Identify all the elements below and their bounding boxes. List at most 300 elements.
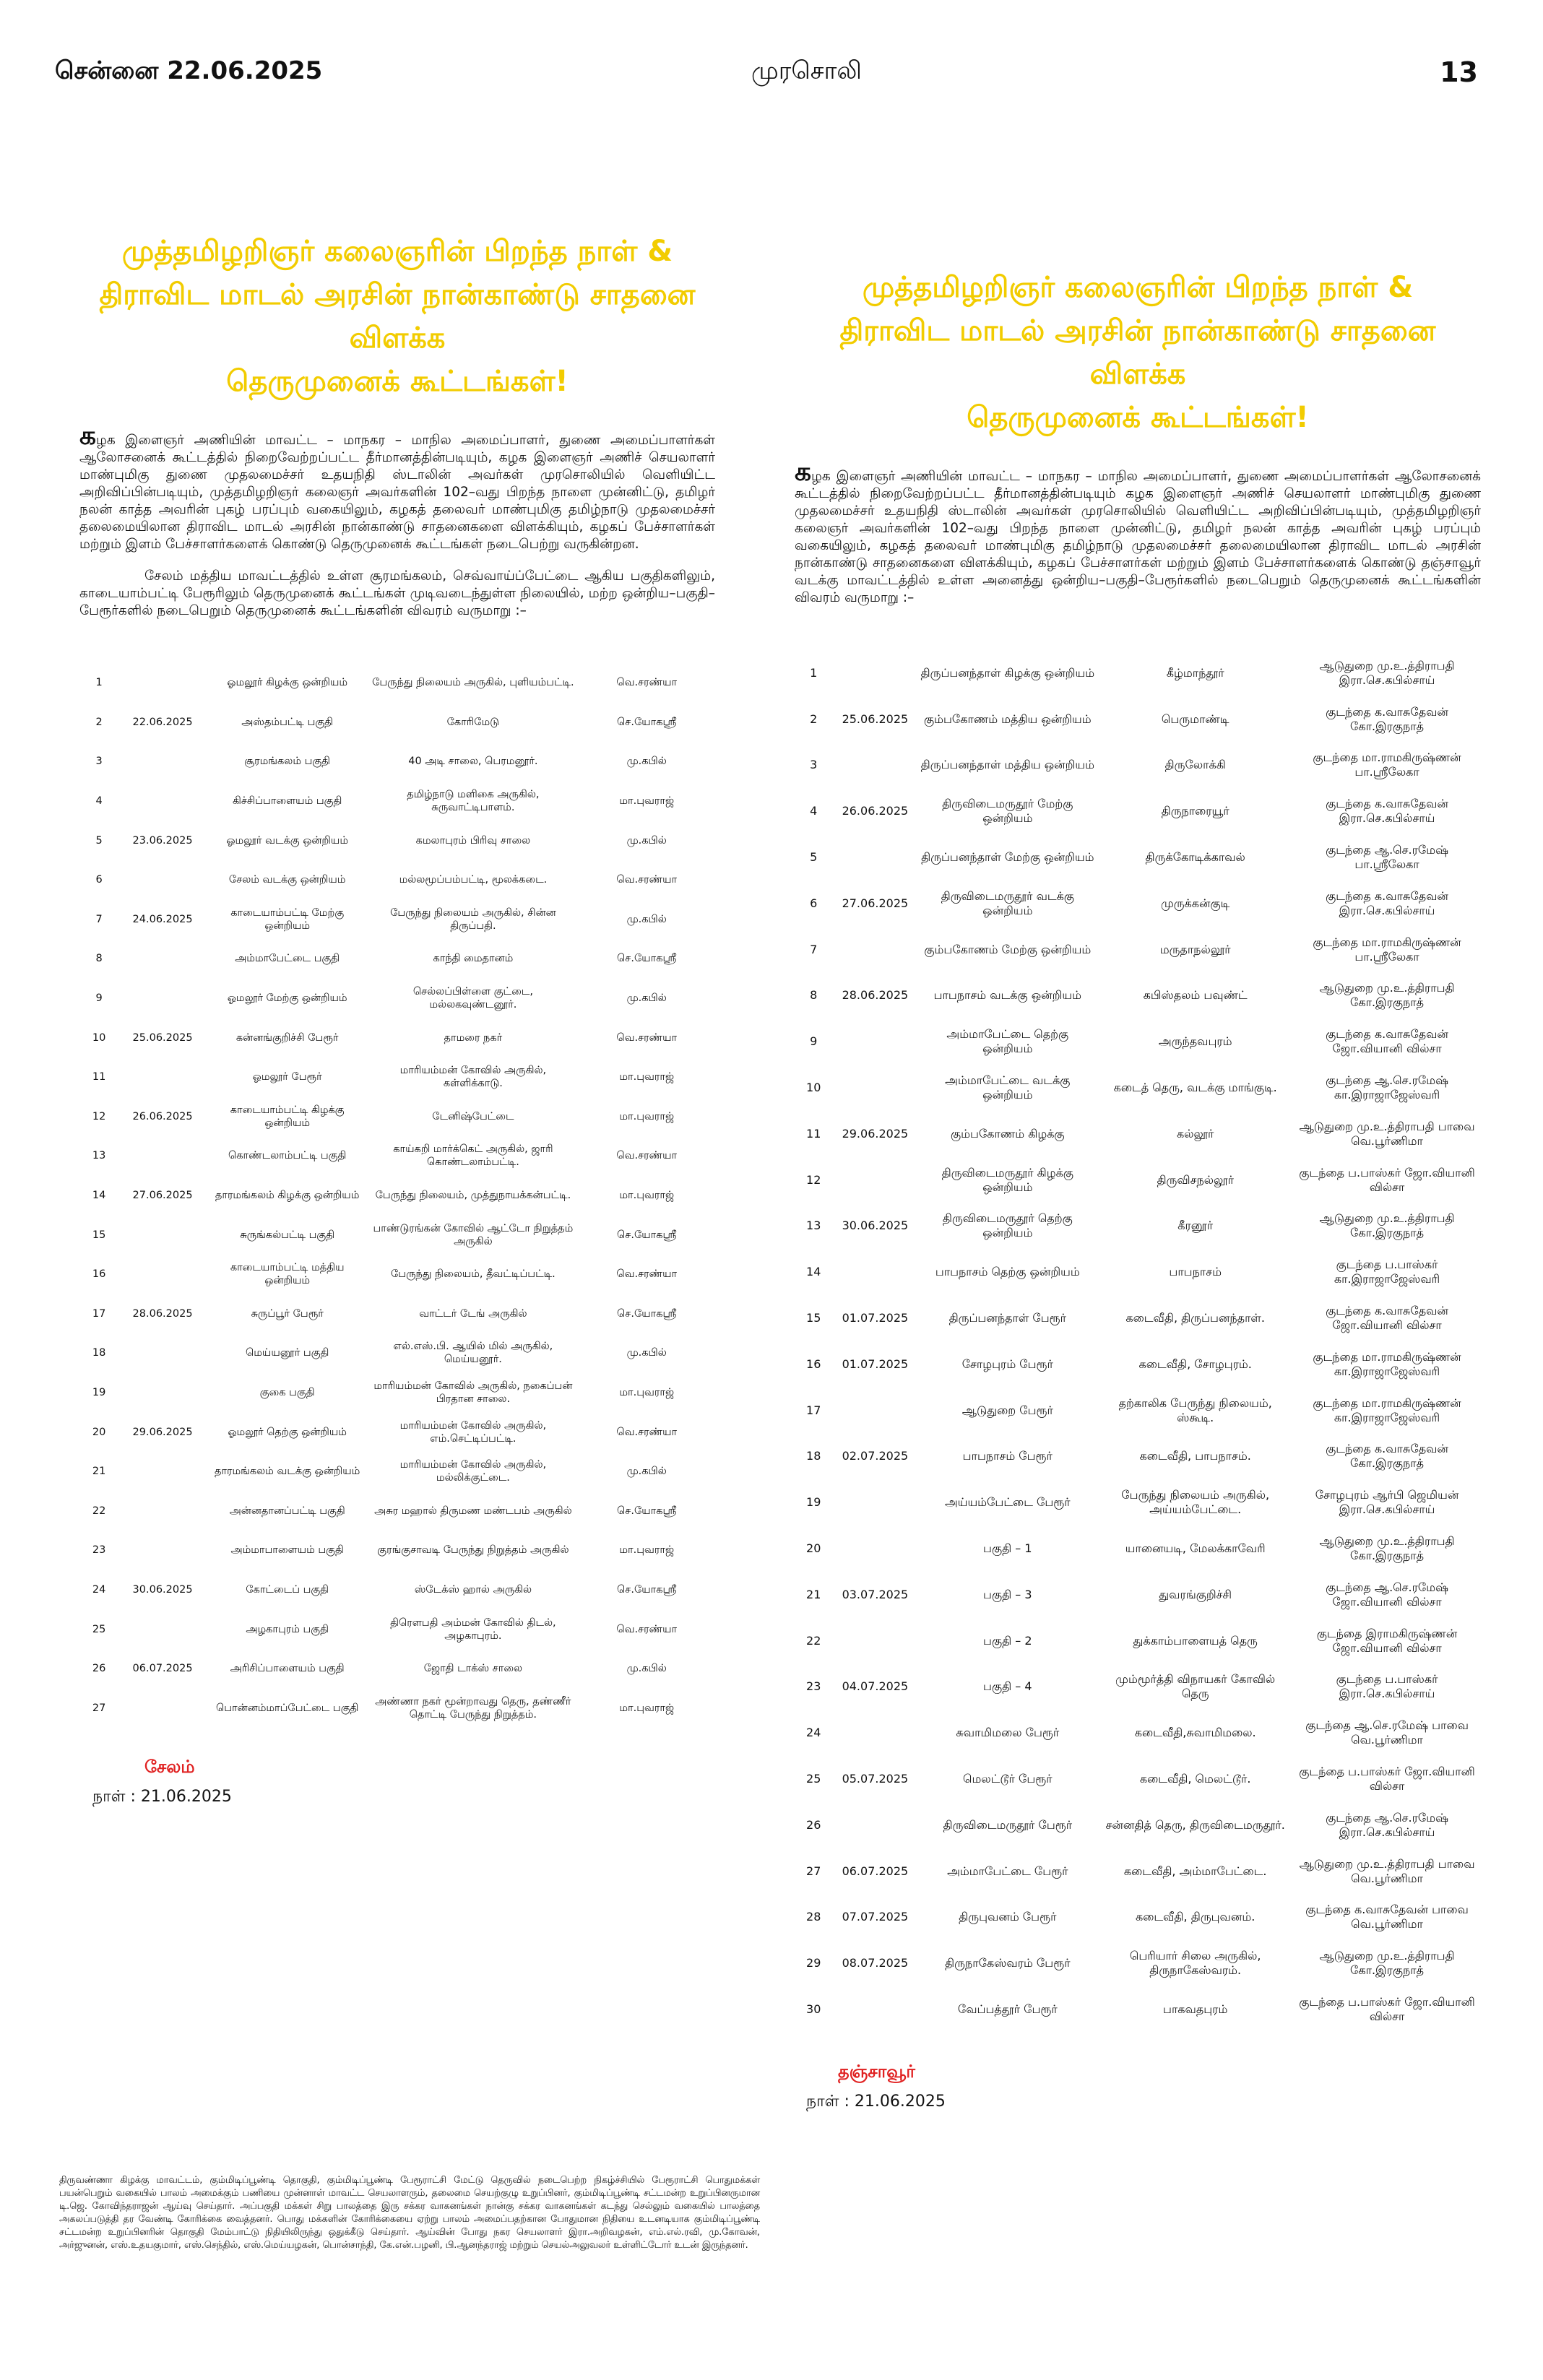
speakers: குடந்தை ப.பாஸ்கர் ஜோ.வியானி வில்சா <box>1299 1165 1475 1194</box>
meeting-area: ஓமலூர் கிழக்கு ஒன்றியம் <box>227 677 348 689</box>
row-number: 19 <box>806 1495 821 1510</box>
table-row <box>79 1688 715 1728</box>
table-row <box>795 1434 1481 1480</box>
meeting-date <box>832 1618 917 1664</box>
row-number: 7 <box>810 942 818 956</box>
meeting-date <box>832 1526 917 1572</box>
meeting-venue: கீரனூர் <box>1177 1219 1214 1233</box>
speakers: மா.புவராஜ் <box>619 1110 675 1122</box>
row-number: 28 <box>806 1910 821 1924</box>
meeting-venue: திருக்கோடிக்காவல் <box>1145 850 1245 865</box>
table-row <box>795 1618 1481 1664</box>
speakers: குடந்தை ப.பாஸ்கர் ஜோ.வியானி வில்சா <box>1299 1765 1475 1793</box>
meeting-date <box>118 782 207 821</box>
row-number: 24 <box>92 1583 106 1596</box>
speakers: குடந்தை ஆ.செ.ரமேஷ் பா.ஸ்ரீலேகா <box>1326 843 1448 872</box>
meeting-area: திருவிடைமருதூர் மேற்கு ஒன்றியம் <box>942 797 1073 826</box>
meeting-area: திருப்பனந்தாள் மேற்கு ஒன்றியம் <box>921 850 1094 865</box>
meeting-date: 01.07.2025 <box>842 1311 909 1325</box>
meeting-venue: கமலாபுரம் பிரிவு சாலை <box>415 834 531 847</box>
article-intro-2: சேலம் மத்திய மாவட்டத்தில் உள்ள சூரமங்கலம், செவ்வாய்ப்பேட்டை ஆகிய பகுதிகளிலும், காடையாம்பட்டி பேரூரிலும் தெருமுனைக் கூட்டங்கள் முடிவடைந்துள்ள நிலையில், மற்ற ஒன்றிய–பகுதி–பேரூர்களில் நடைபெறும் தெருமுனைக் கூட்டங்களின் விவரம் வருமாறு :– <box>79 568 715 618</box>
meeting-venue: கீழ்மாந்தூர் <box>1166 665 1224 680</box>
meeting-date: 08.07.2025 <box>842 1956 909 1970</box>
meeting-area: திருப்பனந்தாள் கிழக்கு ஒன்றியம் <box>920 665 1095 680</box>
table-row <box>79 1412 715 1452</box>
row-number: 19 <box>92 1386 106 1398</box>
meeting-date: 02.07.2025 <box>842 1449 909 1463</box>
table-row <box>795 1526 1481 1572</box>
meeting-date <box>832 1986 917 2033</box>
row-number: 27 <box>806 1864 821 1878</box>
table-row <box>79 1531 715 1570</box>
speakers: மா.புவராஜ் <box>619 795 675 808</box>
speakers: மா.புவராஜ் <box>619 1386 675 1398</box>
speakers: குடந்தை க.வாசுதேவன் ஜோ.வியானி வில்சா <box>1326 1027 1448 1056</box>
meeting-venue: கடைவீதி,சுவாமிமலை. <box>1134 1726 1256 1740</box>
meeting-area: சோழபுரம் பேரூர் <box>961 1356 1053 1371</box>
meeting-date <box>118 1136 207 1176</box>
table-row <box>79 742 715 782</box>
meeting-area: திருவிடைமருதூர் தெற்கு ஒன்றியம் <box>942 1211 1073 1240</box>
meeting-area: பகுதி – 3 <box>983 1587 1032 1601</box>
row-number: 9 <box>95 992 103 1005</box>
table-row <box>79 860 715 900</box>
table-row <box>795 1111 1481 1157</box>
table-row <box>79 1097 715 1137</box>
meeting-venue: தாமரை நகர் <box>444 1031 503 1044</box>
meeting-date: 05.07.2025 <box>842 1772 909 1786</box>
meeting-area: சுருப்பூர் பேரூர் <box>251 1307 324 1320</box>
meeting-date <box>118 742 207 782</box>
table-row <box>79 1570 715 1610</box>
speakers: வெ.சரண்யா <box>616 874 678 886</box>
row-number: 22 <box>806 1633 821 1648</box>
meeting-area: கன்னங்குறிச்சி பேரூர் <box>235 1031 339 1044</box>
table-row <box>79 1333 715 1373</box>
meeting-date <box>832 1249 917 1295</box>
row-number: 5 <box>810 850 818 865</box>
row-number: 11 <box>92 1071 106 1083</box>
speakers: செ.யோகஸ்ரீ <box>617 1583 677 1596</box>
meeting-date <box>118 1057 207 1097</box>
row-number: 4 <box>810 804 818 818</box>
speakers: குடந்தை மா.ராமகிருஷ்ணன் கா.இராஜாஜேஸ்வரி <box>1313 1395 1461 1424</box>
row-number: 16 <box>92 1268 106 1281</box>
meeting-area: பகுதி – 1 <box>983 1541 1032 1556</box>
table-row <box>79 1057 715 1097</box>
speakers: ஆடுதுறை மு.உ.த்திராபதி பாவை வெ.பூர்ணிமா <box>1299 1856 1475 1885</box>
meeting-venue: கடைவீதி, திருப்பனந்தாள். <box>1125 1311 1265 1325</box>
table-row <box>795 1802 1481 1848</box>
thanjavur-article <box>795 266 1481 2113</box>
speakers: குடந்தை ஆ.செ.ரமேஷ் பாவை வெ.பூர்ணிமா <box>1305 1718 1469 1747</box>
meeting-venue: மருதாநல்லூர் <box>1159 942 1231 956</box>
meeting-area: திருநாகேஸ்வரம் பேரூர் <box>945 1956 1071 1970</box>
meeting-venue: மல்லமூப்பம்பட்டி, மூலக்கடை. <box>399 874 548 886</box>
speakers: வெ.சரண்யா <box>616 1426 678 1438</box>
meeting-area: அம்மாபாளையம் பகுதி <box>230 1544 344 1557</box>
meeting-venue: கடைவீதி, பாபநாசம். <box>1139 1449 1251 1463</box>
speakers: செ.யோகஸ்ரீ <box>617 953 677 965</box>
meeting-venue: பேருந்து நிலையம் அருகில், அய்யம்பேட்டை. <box>1121 1488 1270 1517</box>
schedule-table <box>79 663 715 1728</box>
row-number: 17 <box>92 1307 106 1320</box>
table-row <box>79 1018 715 1057</box>
table-row <box>795 1848 1481 1895</box>
meeting-date <box>118 939 207 979</box>
speakers: மு.கபில் <box>626 1347 667 1359</box>
table-row <box>795 1572 1481 1618</box>
meeting-venue: திருநாரையூர் <box>1161 804 1229 818</box>
meeting-area: சுவாமிமலை பேரூர் <box>956 1726 1060 1740</box>
meeting-date <box>118 1688 207 1728</box>
row-number: 25 <box>806 1772 821 1786</box>
speakers: குடந்தை க.வாசுதேவன் பாவை வெ.பூர்ணிமா <box>1305 1903 1469 1931</box>
speakers: மா.புவராஜ் <box>619 1544 675 1557</box>
table-row <box>79 782 715 821</box>
meeting-area: பொன்னம்மாப்பேட்டை பகுதி <box>215 1702 359 1714</box>
meeting-area: தாரமங்கலம் கிழக்கு ஒன்றியம் <box>215 1190 360 1202</box>
table-row <box>795 1157 1481 1203</box>
meeting-area: சுருங்கல்பட்டி பகுதி <box>240 1229 335 1241</box>
meeting-area: கும்பகோணம் மத்திய ஒன்றியம் <box>923 711 1092 726</box>
meeting-area: பாபநாசம் தெற்கு ஒன்றியம் <box>935 1265 1080 1279</box>
table-row <box>79 1294 715 1334</box>
meeting-area: காடையாம்பட்டி கிழக்கு ஒன்றியம் <box>230 1104 345 1129</box>
article-title: முத்தமிழறிஞர் கலைஞரின் பிறந்த நாள் & திராவிட மாடல் அரசின் நான்காண்டு சாதனை விளக்க தெருமுனைக் கூட்டங்கள்! <box>839 271 1436 434</box>
table-row <box>795 1295 1481 1341</box>
meeting-venue: பேருந்து நிலையம் அருகில், சின்ன திருப்பதி. <box>390 906 556 932</box>
row-number: 24 <box>806 1726 821 1740</box>
meeting-venue: முருக்கன்குடி <box>1160 896 1230 910</box>
row-number: 13 <box>806 1219 821 1233</box>
meeting-venue: கடைவீதி, திருபுவனம். <box>1136 1910 1255 1924</box>
meeting-area: தாரமங்கலம் வடக்கு ஒன்றியம் <box>214 1466 360 1478</box>
meeting-area: காடையாம்பட்டி மத்திய ஒன்றியம் <box>230 1262 345 1287</box>
meeting-area: பகுதி – 4 <box>983 1679 1032 1694</box>
row-number: 6 <box>810 896 818 910</box>
meeting-area: திருவிடைமருதூர் பேரூர் <box>943 1817 1073 1832</box>
meeting-area: அம்மாபேட்டை பகுதி <box>235 953 340 965</box>
table-row <box>795 1895 1481 1941</box>
meeting-venue: அருந்தவபுரம் <box>1158 1034 1232 1049</box>
speakers: குடந்தை மா.ராமகிருஷ்ணன் கா.இராஜாஜேஸ்வரி <box>1313 1349 1461 1378</box>
row-number: 7 <box>95 913 103 925</box>
table-row <box>795 1341 1481 1388</box>
meeting-date: 07.07.2025 <box>842 1910 909 1924</box>
meeting-venue: கடைத் தெரு, வடக்கு மாங்குடி. <box>1113 1081 1277 1095</box>
row-number: 13 <box>92 1150 106 1162</box>
table-row <box>795 1203 1481 1250</box>
speakers: குடந்தை க.வாசுதேவன் கோ.இரகுநாத் <box>1326 1442 1448 1471</box>
row-number: 9 <box>810 1034 818 1049</box>
meeting-date <box>832 834 917 880</box>
speakers: செ.யோகஸ்ரீ <box>617 1229 677 1241</box>
meeting-venue: மாரியம்மன் கோவில் அருகில், கள்ளிக்காடு. <box>399 1065 547 1090</box>
meeting-venue: பேருந்து நிலையம் அருகில், புளியம்பட்டி. <box>372 677 574 689</box>
row-number: 23 <box>806 1679 821 1694</box>
meeting-venue: கோரிமேடு <box>446 716 500 728</box>
table-row <box>79 1373 715 1413</box>
table-row <box>79 821 715 860</box>
speakers: குடந்தை ப.பாஸ்கர் கா.இராஜாஜேஸ்வரி <box>1334 1258 1440 1286</box>
speakers: மா.புவராஜ் <box>619 1702 675 1714</box>
meeting-date: 03.07.2025 <box>842 1587 909 1601</box>
speakers: குடந்தை ஆ.செ.ரமேஷ் ஜோ.வியானி வில்சா <box>1326 1580 1448 1609</box>
row-number: 20 <box>806 1541 821 1556</box>
table-row <box>795 927 1481 973</box>
table-row <box>79 1491 715 1531</box>
masthead-title: முரசொலி <box>751 56 862 85</box>
speakers: ஆடுதுறை மு.உ.த்திராபதி கோ.இரகுநாத் <box>1319 1534 1455 1563</box>
meeting-venue: செல்லப்பிள்ளை குட்டை, மல்லகவுண்டனூர். <box>412 986 533 1011</box>
meeting-area: பாபநாசம் வடக்கு ஒன்றியம் <box>933 988 1081 1003</box>
meeting-date: 29.06.2025 <box>132 1426 193 1438</box>
meeting-area: ஓமலூர் வடக்கு ஒன்றியம் <box>226 834 348 847</box>
meeting-date: 30.06.2025 <box>842 1219 909 1233</box>
row-number: 12 <box>806 1172 821 1187</box>
row-number: 18 <box>806 1449 821 1463</box>
speakers: செ.யோகஸ்ரீ <box>617 1505 677 1517</box>
meeting-area: கும்பகோணம் கிழக்கு <box>951 1126 1065 1141</box>
drop-cap: க <box>795 457 812 487</box>
meeting-venue: சன்னதித் தெரு, திருவிடைமருதூர். <box>1105 1817 1285 1832</box>
table-row <box>795 880 1481 927</box>
meeting-area: அம்மாபேட்டை பேரூர் <box>947 1864 1068 1878</box>
meeting-date <box>118 1255 207 1294</box>
meeting-venue: காந்தி மைதானம் <box>433 953 514 965</box>
speakers: ஆடுதுறை மு.உ.த்திராபதி இரா.செ.கபில்சாய் <box>1319 658 1455 687</box>
meeting-date: 01.07.2025 <box>842 1356 909 1371</box>
header-city-date: சென்னை 22.06.2025 <box>55 56 323 85</box>
row-number: 26 <box>92 1663 106 1675</box>
row-number: 10 <box>92 1031 106 1044</box>
meeting-venue: பேருந்து நிலையம், தீவட்டிப்பட்டி. <box>391 1268 556 1281</box>
meeting-date <box>118 663 207 703</box>
article-intro: கழக இளைஞர் அணியின் மாவட்ட – மாநகர – மாநில அமைப்பாளர், துணை அமைப்பாளர்கள் ஆலோசனைக் கூட்டத்தில் நிறைவேற்றப்பட்ட தீர்மானத்தின்படியும் கழக இளைஞர் அணிச் செயலாளர் மாண்புமிகு துணை முதலமைச்சர் உதயநிதி ஸ்டாலின் அவர்கள் முரசொலியில் வெளியிட்ட அறிவிப்பின்படியும், முத்தமிழறிஞர் கலைஞர் அவர்களின் 102–வது பிறந்த நாளை முன்னிட்டு, தமிழர் நலன் காத்த அவரின் புகழ் பரப்பும் வகையிலும், கழகத் தலைவர் மாண்புமிகு தமிழ்நாடு முதலமைச்சர் தலைமையிலான திராவிட மாடல் அரசின் நான்காண்டு சாதனைகளை விளக்கியும், கழகப் பேச்சாளர்கள் மற்றும் இளம் பேச்சாளர்களைக் கொண்டு தஞ்சாவூர் வடக்கு மாவட்டத்தில் உள்ள அனைத்து ஒன்றிய–பகுதி–பேரூர்களில் நடைபெறும் தெருமுனைக் கூட்டங்களின் விவரம் வருமாறு :– <box>795 457 1481 605</box>
table-row <box>795 743 1481 789</box>
speakers: குடந்தை ஆ.செ.ரமேஷ் இரா.செ.கபில்சாய் <box>1326 1810 1448 1839</box>
meeting-date <box>118 1491 207 1531</box>
table-row <box>79 1136 715 1176</box>
meeting-area: வேப்பத்தூர் பேரூர் <box>957 2002 1058 2016</box>
schedule-table <box>795 650 1481 2033</box>
meeting-venue: திரௌபதி அம்மன் கோவில் திடல், அழகாபுரம். <box>390 1617 556 1642</box>
meeting-venue: கபிஸ்தலம் பவுண்ட் <box>1143 988 1248 1003</box>
speakers: மு.கபில் <box>626 1466 667 1478</box>
meeting-venue: திருவிசநல்லூர் <box>1157 1172 1234 1187</box>
meeting-venue: கல்லூர் <box>1176 1126 1214 1141</box>
table-row <box>795 1756 1481 1802</box>
meeting-area: திருவிடைமருதூர் வடக்கு ஒன்றியம் <box>941 888 1075 917</box>
meeting-area: அய்யம்பேட்டை பேரூர் <box>944 1495 1071 1510</box>
meeting-date: 24.06.2025 <box>132 913 193 925</box>
meeting-area: காடையாம்பட்டி மேற்கு ஒன்றியம் <box>230 906 345 932</box>
row-number: 18 <box>92 1347 106 1359</box>
row-number: 6 <box>95 874 103 886</box>
meeting-area: பாபநாசம் பேரூர் <box>962 1449 1053 1463</box>
speakers: சோழபுரம் ஆர்பி ஜெமியன் இரா.செ.கபில்சாய் <box>1315 1488 1459 1517</box>
row-number: 14 <box>806 1265 821 1279</box>
meeting-date <box>832 650 917 696</box>
speakers: செ.யோகஸ்ரீ <box>617 1307 677 1320</box>
row-number: 20 <box>92 1426 106 1438</box>
table-row <box>79 1176 715 1216</box>
table-row <box>795 973 1481 1019</box>
meeting-area: கொண்டலாம்பட்டி பகுதி <box>228 1150 347 1162</box>
speakers: ஆடுதுறை மு.உ.த்திராபதி கோ.இரகுநாத் <box>1319 1211 1455 1240</box>
meeting-date: 28.06.2025 <box>842 988 909 1003</box>
meeting-area: அன்னதானப்பட்டி பகுதி <box>229 1505 345 1517</box>
meeting-area: அழகாபுரம் பகுதி <box>246 1623 329 1635</box>
meeting-area: சூரமங்கலம் பகுதி <box>244 756 331 768</box>
meeting-date <box>832 1065 917 1111</box>
meeting-venue: தற்காலிக பேருந்து நிலையம், ஸ்கூடி. <box>1118 1395 1272 1424</box>
table-row <box>795 1986 1481 2033</box>
salem-article <box>79 230 715 1808</box>
meeting-venue: மாரியம்மன் கோவில் அருகில், நகைப்பன் பிரதான சாலை. <box>373 1380 573 1405</box>
meeting-date <box>118 979 207 1018</box>
speakers: ஆடுதுறை மு.உ.த்திராபதி பாவை வெ.பூர்ணிமா <box>1299 1119 1475 1148</box>
speakers: குடந்தை ப.பாஸ்கர் இரா.செ.கபில்சாய் <box>1336 1672 1438 1701</box>
page-number: 13 <box>1440 56 1478 88</box>
row-number: 1 <box>95 677 103 689</box>
meeting-date: 22.06.2025 <box>132 716 193 728</box>
meeting-date: 27.06.2025 <box>842 896 909 910</box>
table-row <box>795 650 1481 696</box>
meeting-venue: பெருமாண்டி <box>1161 711 1229 726</box>
meeting-venue: அண்ணா நகர் மூன்றாவது தெரு, தண்ணீர் தொட்டி பேருந்து நிறுத்தம். <box>375 1695 571 1721</box>
meeting-venue: ஸ்டேக்ஸ் ஹால் அருகில் <box>414 1583 532 1596</box>
district-name: சேலம் <box>144 1757 195 1778</box>
row-number: 8 <box>810 988 818 1003</box>
table-row <box>795 1710 1481 1756</box>
table-row <box>795 1388 1481 1434</box>
meeting-area: திருவிடைமருதூர் கிழக்கு ஒன்றியம் <box>941 1165 1073 1194</box>
meeting-area: குகை பகுதி <box>259 1386 315 1398</box>
meeting-area: திருப்பனந்தாள் பேரூர் <box>948 1311 1067 1325</box>
meeting-venue: மாரியம்மன் கோவில் அருகில், மல்லிக்குட்டை. <box>399 1459 547 1484</box>
speakers: மா.புவராஜ் <box>619 1190 675 1202</box>
row-number: 23 <box>92 1544 106 1557</box>
speakers: குடந்தை க.வாசுதேவன் கோ.இரகுநாத் <box>1326 704 1448 733</box>
meeting-area: கும்பகோணம் மேற்கு ஒன்றியம் <box>924 942 1092 956</box>
table-row <box>79 979 715 1018</box>
meeting-venue: பெரியார் சிலை அருகில், திருநாகேஸ்வரம். <box>1129 1949 1261 1978</box>
row-number: 8 <box>95 953 103 965</box>
meeting-area: ஓமலூர் பேரூர் <box>252 1071 322 1083</box>
meeting-date <box>118 1373 207 1413</box>
table-row <box>795 1940 1481 1986</box>
table-row <box>79 1215 715 1255</box>
meeting-venue: யானையடி, மேலக்காவேரி <box>1125 1541 1266 1556</box>
row-number: 16 <box>806 1356 821 1371</box>
table-row <box>795 834 1481 880</box>
dateline: நாள் : 21.06.2025 <box>806 2092 946 2111</box>
speakers: குடந்தை க.வாசுதேவன் ஜோ.வியானி வில்சா <box>1326 1304 1448 1333</box>
row-number: 17 <box>806 1403 821 1417</box>
row-number: 5 <box>95 834 103 847</box>
meeting-date <box>832 1802 917 1848</box>
table-row <box>79 939 715 979</box>
speakers: வெ.சரண்யா <box>616 1268 678 1281</box>
meeting-date <box>832 1479 917 1526</box>
speakers: குடந்தை ஆ.செ.ரமேஷ் கா.இராஜாஜேஸ்வரி <box>1326 1073 1448 1102</box>
meeting-date: 27.06.2025 <box>132 1190 193 1202</box>
table-row <box>79 703 715 743</box>
district-name: தஞ்சாவூர் <box>838 2061 915 2082</box>
meeting-area: திருபுவனம் பேரூர் <box>959 1910 1057 1924</box>
meeting-date <box>118 1333 207 1373</box>
row-number: 10 <box>806 1081 821 1095</box>
meeting-venue: திருலோக்கி <box>1164 758 1226 772</box>
speakers: செ.யோகஸ்ரீ <box>617 716 677 728</box>
meeting-date <box>118 1609 207 1649</box>
meeting-venue: கடைவீதி, அம்மாபேட்டை. <box>1123 1864 1267 1878</box>
meeting-date: 29.06.2025 <box>842 1126 909 1141</box>
speakers: மு.கபில் <box>626 756 667 768</box>
meeting-venue: அசுர மஹால் திருமண மண்டபம் அருகில் <box>374 1505 572 1517</box>
meeting-venue: டேனிஷ்பேட்டை <box>432 1110 514 1122</box>
meeting-date <box>832 927 917 973</box>
meeting-area: மெலட்டூர் பேரூர் <box>963 1772 1053 1786</box>
meeting-venue: துவரங்குறிச்சி <box>1159 1587 1232 1601</box>
meeting-area: ஆடுதுறை பேரூர் <box>961 1403 1053 1417</box>
meeting-date <box>832 1710 917 1756</box>
row-number: 3 <box>95 756 103 768</box>
meeting-venue: வாட்டர் டேங் அருகில் <box>419 1307 527 1320</box>
meeting-date: 30.06.2025 <box>132 1583 193 1596</box>
table-row <box>79 900 715 940</box>
meeting-area: அம்மாபேட்டை வடக்கு ஒன்றியம் <box>945 1073 1071 1102</box>
row-number: 21 <box>92 1466 106 1478</box>
table-row <box>79 1255 715 1294</box>
table-row <box>795 696 1481 743</box>
meeting-area: அஸ்தம்பட்டி பகுதி <box>241 716 334 728</box>
article-intro: கழக இளைஞர் அணியின் மாவட்ட – மாநகர – மாநில அமைப்பாளர், துணை அமைப்பாளர்கள் ஆலோசனைக் கூட்டத்தில் நிறைவேற்றப்பட்ட தீர்மானத்தின்படியும், கழக இளைஞர் அணிச் செயலாளர் மாண்புமிகு துணை முதலமைச்சர் உதயநிதி ஸ்டாலின் அவர்கள் முரசொலியில் வெளியிட்ட அறிவிப்பின்படியும், முத்தமிழறிஞர் கலைஞர் அவர்களின் 102–வது பிறந்த நாளை முன்னிட்டு, தமிழர் நலன் காத்த அவரின் புகழ் பரப்பும் வகையிலும், கழகத் தலைவர் மாண்புமிகு தமிழ்நாடு முதலமைச்சர் தலைமையிலான திராவிட மாடல் அரசின் நான்காண்டு சாதனைகளை விளக்கியும், கழகப் பேச்சாளர்கள் மற்றும் இளம் பேச்சாளர்களைக் கொண்டு தெருமுனைக் கூட்டங்கள் நடைபெற்று வருகின்றன. <box>79 421 715 552</box>
meeting-area: மெய்யனூர் பகுதி <box>245 1347 329 1359</box>
row-number: 15 <box>806 1311 821 1325</box>
table-row <box>795 1664 1481 1710</box>
table-row <box>795 1249 1481 1295</box>
meeting-area: ஓமலூர் மேற்கு ஒன்றியம் <box>227 992 347 1005</box>
meeting-date <box>118 860 207 900</box>
meeting-venue: காய்கறி மார்க்கெட் அருகில், ஜாரி கொண்டலாம்பட்டி. <box>393 1143 553 1169</box>
meeting-venue: தமிழ்நாடு மளிகை அருகில், சுருவாட்டிபாளம். <box>407 789 540 814</box>
row-number: 30 <box>806 2002 821 2016</box>
speakers: குடந்தை மா.ராமகிருஷ்ணன் பா.ஸ்ரீலேகா <box>1313 750 1461 779</box>
meeting-date: 25.06.2025 <box>132 1031 193 1044</box>
meeting-date: 26.06.2025 <box>132 1110 193 1122</box>
row-number: 15 <box>92 1229 106 1241</box>
speakers: ஆடுதுறை மு.உ.த்திராபதி கோ.இரகுநாத் <box>1319 1949 1455 1978</box>
row-number: 1 <box>810 665 818 680</box>
meeting-date: 23.06.2025 <box>132 834 193 847</box>
meeting-venue: மும்மூர்த்தி விநாயகர் கோவில் தெரு <box>1115 1672 1276 1701</box>
meeting-venue: பேருந்து நிலையம், முத்துநாயக்கன்பட்டி. <box>375 1190 571 1202</box>
meeting-area: சேலம் வடக்கு ஒன்றியம் <box>228 874 346 886</box>
table-row <box>79 1609 715 1649</box>
speakers: குடந்தை இராமகிருஷ்ணன் ஜோ.வியானி வில்சா <box>1316 1626 1458 1655</box>
table-row <box>79 1649 715 1689</box>
speakers: குடந்தை க.வாசுதேவன் இரா.செ.கபில்சாய் <box>1326 888 1448 917</box>
meeting-venue: எல்.எஸ்.பி. ஆயில் மில் அருகில், மெய்யனூர். <box>393 1341 553 1366</box>
meeting-date <box>832 1388 917 1434</box>
row-number: 26 <box>806 1817 821 1832</box>
meeting-venue: ஜோதி டாக்ஸ் சாலை <box>423 1663 523 1675</box>
meeting-date <box>832 1018 917 1065</box>
speakers: குடந்தை மா.ராமகிருஷ்ணன் பா.ஸ்ரீலேகா <box>1313 935 1461 964</box>
